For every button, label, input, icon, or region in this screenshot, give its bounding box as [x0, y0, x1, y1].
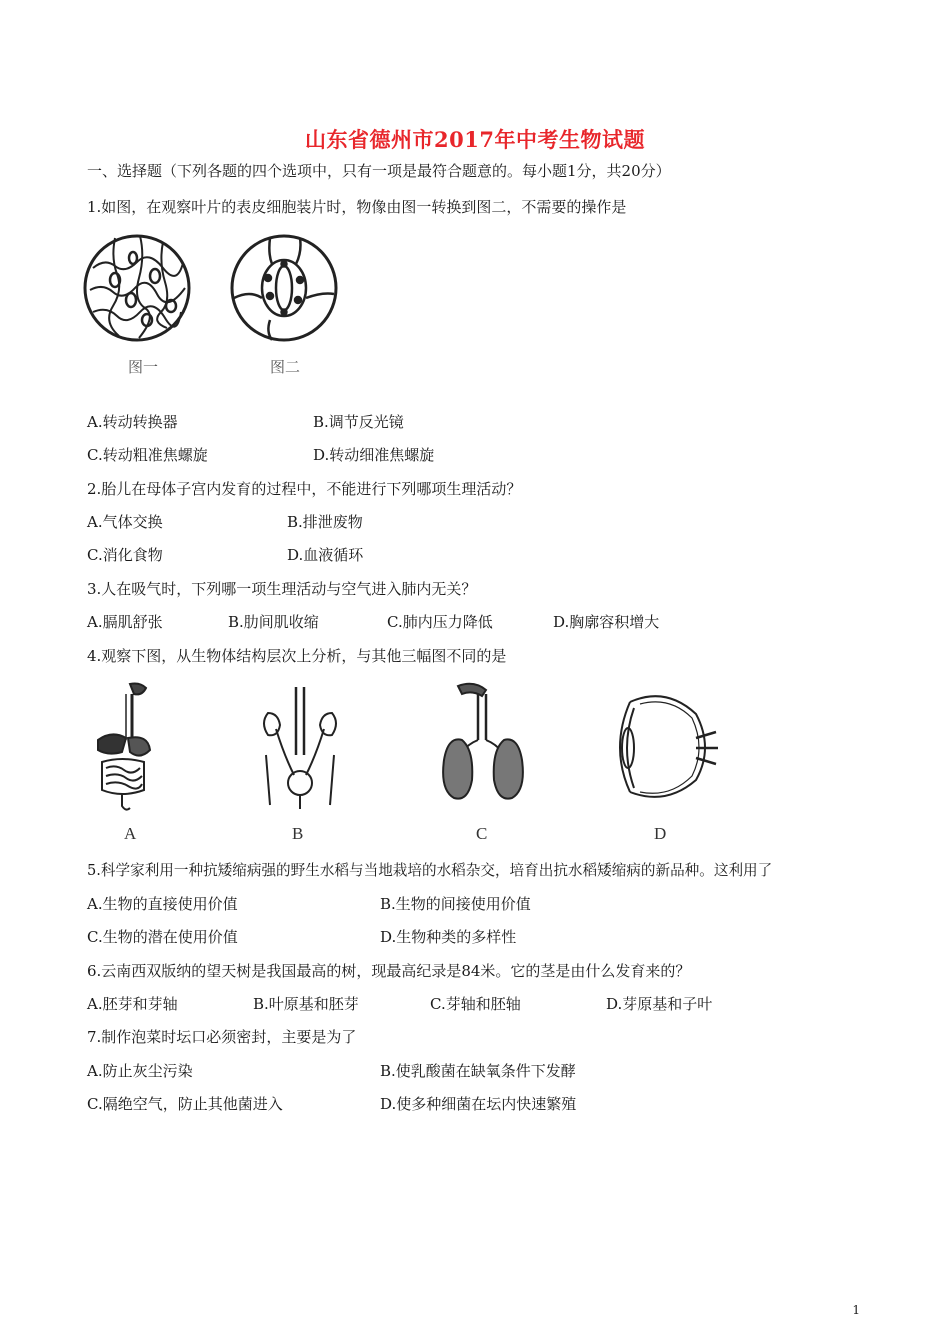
question-2-option-a: A.气体交换 [87, 513, 163, 531]
question-5-option-d: D.生物种类的多样性 [380, 928, 517, 946]
question-5-option-b: B.生物的间接使用价值 [380, 895, 531, 913]
question-6-option-c: C.芽轴和胚轴 [430, 995, 521, 1013]
figure-4-respiratory-system [438, 680, 528, 810]
question-2-option-c: C.消化食物 [87, 546, 163, 564]
question-7-option-a: A.防止灰尘污染 [87, 1062, 193, 1080]
page-number: 1 [852, 1303, 860, 1317]
figure-1-cell-views [85, 228, 345, 378]
question-7-option-d: D.使多种细菌在坛内快速繁殖 [380, 1095, 577, 1113]
figure-1-label-2: 图二 [270, 358, 301, 376]
question-4-stem: 4.观察下图，从生物体结构层次上分析，与其他三幅图不同的是 [87, 647, 507, 665]
section-heading: 一、选择题（下列各题的四个选项中，只有一项是最符合题意的。每小题1分，共20分） [87, 162, 671, 180]
figure-4-label-a: A [124, 824, 137, 843]
figure-4-label-c: C [476, 824, 488, 843]
question-1-option-c: C.转动粗准焦螺旋 [87, 446, 208, 464]
question-3-stem: 3.人在吸气时，下列哪一项生理活动与空气进入肺内无关？ [87, 580, 477, 598]
question-1-option-a: A.转动转换器 [87, 413, 178, 431]
question-5-option-c: C.生物的潜在使用价值 [87, 928, 238, 946]
question-5-stem: 5.科学家利用一种抗矮缩病强的野生水稻与当地栽培的水稻杂交，培育出抗水稻矮缩病的新品种。这利用了 [87, 862, 773, 879]
question-6-option-a: A.胚芽和芽轴 [87, 995, 178, 1013]
figure-1-label-1: 图一 [128, 358, 159, 376]
question-1-option-b: B.调节反光镜 [313, 413, 404, 431]
question-2-stem: 2.胎儿在母体子宫内发育的过程中，不能进行下列哪项生理活动？ [87, 480, 522, 498]
figure-1-view-high [232, 236, 336, 340]
question-6-stem: 6.云南西双版纳的望天树是我国最高的树，现最高纪录是84米。它的茎是由什么发育来的？ [87, 962, 691, 980]
figure-1-view-low [85, 236, 189, 340]
figure-4-label-b: B [292, 824, 304, 843]
page-title: 山东省德州市2017年中考生物试题 [305, 127, 645, 152]
figure-4-digestive-system [92, 680, 162, 820]
question-2-option-b: B.排泄废物 [287, 513, 363, 531]
question-1-stem: 1.如图，在观察叶片的表皮细胞装片时，物像由图一转换到图二，不需要的操作是 [87, 198, 627, 216]
question-2-option-d: D.血液循环 [287, 546, 364, 564]
figure-4-label-d: D [654, 824, 667, 843]
question-3-option-d: D.胸廓容积增大 [553, 613, 660, 631]
figure-4-eye [600, 688, 730, 808]
question-7-stem: 7.制作泡菜时坛口必须密封，主要是为了 [87, 1028, 357, 1046]
figure-4-urinary-system [258, 685, 343, 815]
question-7-option-c: C.隔绝空气，防止其他菌进入 [87, 1095, 283, 1113]
question-5-option-a: A.生物的直接使用价值 [87, 895, 238, 913]
question-6-option-b: B.叶原基和胚芽 [253, 995, 359, 1013]
question-3-option-b: B.肋间肌收缩 [228, 613, 319, 631]
question-3-option-a: A.膈肌舒张 [87, 613, 163, 631]
question-7-option-b: B.使乳酸菌在缺氧条件下发酵 [380, 1062, 576, 1080]
question-3-option-c: C.肺内压力降低 [387, 613, 493, 631]
question-1-option-d: D.转动细准焦螺旋 [313, 446, 435, 464]
question-6-option-d: D.芽原基和子叶 [606, 995, 713, 1013]
